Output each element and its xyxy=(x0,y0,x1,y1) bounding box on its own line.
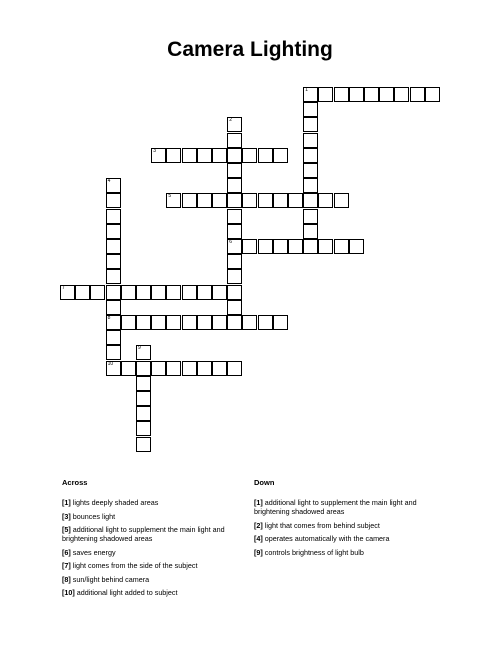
clue-text: operates automatically with the camera xyxy=(262,534,390,543)
grid-cell[interactable] xyxy=(303,178,318,193)
grid-cell[interactable] xyxy=(121,361,136,376)
grid-cell[interactable] xyxy=(273,193,288,208)
grid-cell[interactable] xyxy=(227,193,242,208)
grid-cell[interactable] xyxy=(273,148,288,163)
grid-cell[interactable] xyxy=(425,87,440,102)
grid-cell[interactable] xyxy=(303,239,318,254)
grid-cell[interactable] xyxy=(106,330,121,345)
clue-number: [3] xyxy=(62,511,71,521)
grid-cell[interactable] xyxy=(121,285,136,300)
across-clue xyxy=(62,525,242,543)
cell-number: 7 xyxy=(62,284,65,291)
grid-cell[interactable] xyxy=(60,285,75,300)
across-clue xyxy=(62,498,242,507)
clue-number: [4] xyxy=(254,534,263,543)
grid-cell[interactable] xyxy=(106,345,121,360)
grid-cell[interactable] xyxy=(318,239,333,254)
clue-text: saves energy xyxy=(70,547,116,557)
grid-cell[interactable] xyxy=(303,148,318,163)
grid-cell[interactable] xyxy=(75,285,90,300)
cell-number: 2 xyxy=(229,117,232,124)
clue-number: [6] xyxy=(62,547,71,557)
grid-cell[interactable] xyxy=(151,315,166,330)
clue-text: light comes from the side of the subject xyxy=(70,561,198,570)
grid-cell[interactable] xyxy=(318,193,333,208)
grid-cell[interactable] xyxy=(136,406,151,421)
cell-number: 4 xyxy=(107,178,111,185)
clue-number: [5] xyxy=(62,525,71,534)
clue-text: light that comes from behind subject xyxy=(262,520,380,530)
clue-number: [9] xyxy=(254,547,263,557)
cell-number: 3 xyxy=(153,147,156,154)
grid-cell[interactable] xyxy=(334,87,349,102)
across-clue xyxy=(62,512,242,521)
grid-cell[interactable] xyxy=(90,285,105,300)
down-clue xyxy=(254,498,424,516)
grid-cell[interactable] xyxy=(242,315,257,330)
grid-cell[interactable] xyxy=(227,117,242,132)
grid-cell[interactable] xyxy=(106,224,121,239)
grid-cell[interactable] xyxy=(197,285,212,300)
clue-text: bounces light xyxy=(70,511,116,521)
grid-cell[interactable] xyxy=(303,193,318,208)
grid-cell[interactable] xyxy=(227,209,242,224)
grid-cell[interactable] xyxy=(166,193,181,208)
grid-cell[interactable] xyxy=(227,269,242,284)
grid-cell[interactable] xyxy=(227,163,242,178)
grid-cell[interactable] xyxy=(334,193,349,208)
grid-cell[interactable] xyxy=(106,285,121,300)
grid-cell[interactable] xyxy=(136,345,151,360)
grid-cell[interactable] xyxy=(166,148,181,163)
cell-number: 5 xyxy=(168,193,172,200)
grid-cell[interactable] xyxy=(166,361,181,376)
grid-cell[interactable] xyxy=(227,148,242,163)
grid-cell[interactable] xyxy=(182,285,197,300)
grid-cell[interactable] xyxy=(151,148,166,163)
grid-cell[interactable] xyxy=(106,254,121,269)
down-clues xyxy=(254,478,424,561)
grid-cell[interactable] xyxy=(212,361,227,376)
grid-cell[interactable] xyxy=(106,269,121,284)
grid-cell[interactable] xyxy=(258,193,273,208)
grid-cell[interactable] xyxy=(410,87,425,102)
grid-cell[interactable] xyxy=(212,285,227,300)
grid-cell[interactable] xyxy=(106,239,121,254)
down-clue-list xyxy=(254,498,424,557)
grid-cell[interactable] xyxy=(227,178,242,193)
cell-number: 1 xyxy=(305,87,308,93)
grid-cell[interactable] xyxy=(303,102,318,117)
grid-cell[interactable] xyxy=(227,254,242,269)
grid-cell[interactable] xyxy=(258,239,273,254)
across-clue-list xyxy=(62,498,242,597)
clue-text: lights deeply shaded areas xyxy=(70,498,159,507)
grid-cell[interactable] xyxy=(242,239,257,254)
clue-text: sun/light behind camera xyxy=(70,574,150,584)
cell-number: 10 xyxy=(107,360,114,367)
grid-cell[interactable] xyxy=(303,163,318,178)
grid-cell[interactable] xyxy=(318,87,333,102)
grid-cell[interactable] xyxy=(364,87,379,102)
clue-number: [1] xyxy=(62,498,71,507)
grid-cell[interactable] xyxy=(288,239,303,254)
grid-cell[interactable] xyxy=(197,315,212,330)
grid-cell[interactable] xyxy=(121,315,136,330)
grid-cell[interactable] xyxy=(349,239,364,254)
across-clue xyxy=(62,588,242,597)
grid-cell[interactable] xyxy=(242,148,257,163)
grid-cell[interactable] xyxy=(334,239,349,254)
grid-cell[interactable] xyxy=(227,285,242,300)
grid-cell[interactable] xyxy=(212,315,227,330)
grid-cell[interactable] xyxy=(182,315,197,330)
down-clue xyxy=(254,534,424,543)
clue-number: [2] xyxy=(254,520,263,530)
grid-cell[interactable] xyxy=(151,361,166,376)
page-title: Camera Lighting xyxy=(167,38,333,61)
grid-cell[interactable] xyxy=(303,209,318,224)
clue-text: controls brightness of light bulb xyxy=(262,547,364,557)
clue-text: additional light to supplement the main light and brightening shadowed areas xyxy=(254,498,417,516)
grid-cell[interactable] xyxy=(136,391,151,406)
grid-cell[interactable] xyxy=(258,315,273,330)
grid-cell[interactable] xyxy=(136,421,151,436)
down-heading: Down xyxy=(254,478,275,487)
grid-cell[interactable] xyxy=(303,87,318,102)
grid-cell[interactable] xyxy=(166,285,181,300)
grid-cell[interactable] xyxy=(106,209,121,224)
grid-cell[interactable] xyxy=(379,87,394,102)
grid-cell[interactable] xyxy=(197,193,212,208)
grid-cell[interactable] xyxy=(303,117,318,132)
grid-cell[interactable] xyxy=(227,224,242,239)
grid-cell[interactable] xyxy=(288,193,303,208)
grid-cell[interactable] xyxy=(227,300,242,315)
grid-cell[interactable] xyxy=(197,148,212,163)
grid-cell[interactable] xyxy=(106,315,121,330)
grid-cell[interactable] xyxy=(303,224,318,239)
grid-cell[interactable] xyxy=(303,133,318,148)
clue-number: [7] xyxy=(62,561,71,570)
grid-cell[interactable] xyxy=(106,361,121,376)
grid-cell[interactable] xyxy=(212,193,227,208)
grid-cell[interactable] xyxy=(106,178,121,193)
cell-number: 8 xyxy=(107,315,111,321)
grid-cell[interactable] xyxy=(273,239,288,254)
clue-number: [1] xyxy=(254,498,263,507)
across-heading: Across xyxy=(62,478,88,487)
grid-cell[interactable] xyxy=(273,315,288,330)
grid-cell[interactable] xyxy=(166,315,181,330)
clue-text: additional light to supplement the main light and brightening shadowed areas xyxy=(62,525,225,543)
grid-cell[interactable] xyxy=(212,148,227,163)
grid-cell[interactable] xyxy=(258,148,273,163)
grid-cell[interactable] xyxy=(136,315,151,330)
grid-cell[interactable] xyxy=(182,361,197,376)
grid-cell[interactable] xyxy=(151,285,166,300)
cell-number: 9 xyxy=(138,345,141,352)
grid-cell[interactable] xyxy=(136,376,151,391)
grid-cell[interactable] xyxy=(182,193,197,208)
across-clue xyxy=(62,561,242,570)
grid-cell[interactable] xyxy=(106,300,121,315)
grid-cell[interactable] xyxy=(394,87,409,102)
cell-number: 6 xyxy=(229,239,232,245)
grid-cell[interactable] xyxy=(349,87,364,102)
grid-cell[interactable] xyxy=(227,239,242,254)
grid-cell[interactable] xyxy=(197,361,212,376)
down-clue xyxy=(254,521,424,530)
grid-cell[interactable] xyxy=(242,193,257,208)
grid-cell[interactable] xyxy=(227,133,242,148)
grid-cell[interactable] xyxy=(227,361,242,376)
grid-cell[interactable] xyxy=(136,437,151,452)
down-clue xyxy=(254,548,424,557)
grid-cell[interactable] xyxy=(106,193,121,208)
clue-number: [8] xyxy=(62,574,71,584)
clue-number: [10] xyxy=(62,588,75,597)
grid-cell[interactable] xyxy=(136,361,151,376)
across-clue xyxy=(62,548,242,557)
clue-text: additional light added to subject xyxy=(74,588,178,597)
across-clue xyxy=(62,575,242,584)
grid-cell[interactable] xyxy=(182,148,197,163)
grid-cell[interactable] xyxy=(136,285,151,300)
grid-cell[interactable] xyxy=(227,315,242,330)
across-clues xyxy=(62,478,242,602)
